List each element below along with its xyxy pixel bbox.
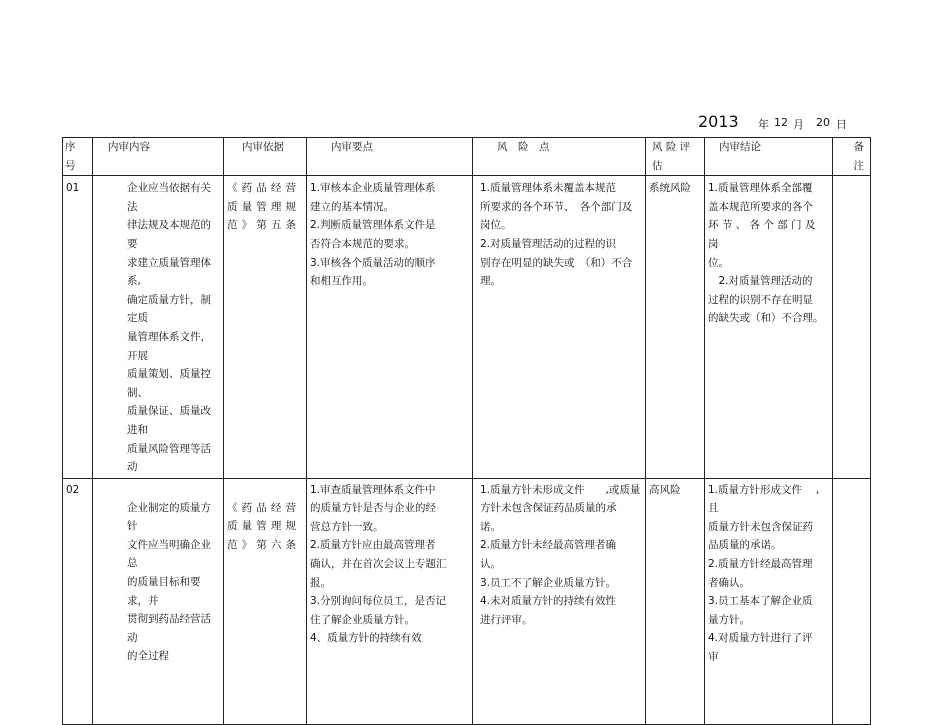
cell-risk [473,176,646,479]
cell-conclusion [705,176,833,479]
text-line: 企业制定的质量方针 [127,501,211,533]
header-points-label: 内审要点 [331,141,373,153]
assessment-text: 高风险 [649,483,681,496]
text-line: 贯彻到药品经营活动 [127,613,211,644]
header-points [307,138,473,176]
text-line: 过程的识别不存在明显 [708,293,813,306]
text-line: 质 量 管 理 规 [227,520,296,533]
header-risk-label: 风 险 点 [497,141,550,153]
text-line: 住了解企业质量方针。 [310,613,415,626]
text-line: 确认，并在首次会议上专题汇 [310,558,447,571]
text-line: 1.审查质量管理体系文件中 [310,483,436,496]
text-line: 1.审核本企业质量管理体系 [310,182,436,195]
cell-seq [63,478,93,724]
cell-basis [224,176,307,479]
points-text [307,176,472,292]
text-line: 4.未对质量方针的持续有效性 [480,595,617,608]
text-line: 律法规及本规范的要 [127,219,211,250]
text-line: 和相互作用。 [310,275,373,288]
header-basis [224,138,307,176]
cell-content [93,176,224,479]
header-seq-line1: 序 [65,141,76,153]
text-line: 2.质量方针经最高管理 [708,558,813,571]
text-line: 者确认。 [708,576,750,589]
text-line: 营总方针一致。 [310,520,384,533]
text-line: 1.质量方针未形成文件 ,或质量 [480,483,641,496]
cell-basis [224,478,307,724]
header-conclusion [705,138,833,176]
text-line: 3.员工基本了解企业质 [708,595,813,608]
cell-assessment [646,478,705,724]
date-year: 2013 [698,112,739,131]
text-line: 企业应当依据有关法 [127,182,211,213]
text-line: 品质量的承诺。 [708,539,782,552]
text-line: 环 节 、 各 个 部 门 及 岗 [708,219,816,250]
date-year-unit: 年 [758,118,769,131]
text-line: 质量风险管理等活动 [127,442,211,474]
text-line: 4.对质量方针进行了评 [708,632,813,645]
text-line: 1.质量管理体系未覆盖本规范 [480,182,617,195]
text-line: 报。 [310,576,331,589]
text-line: 别存在明显的缺失或 （和）不合 [480,256,633,269]
text-line: 确定质量方针，制定质 [127,293,211,325]
cell-points [307,176,473,479]
conclusion-text [705,176,832,329]
text-line: 3.审核各个质量活动的顺序 [310,256,436,269]
text-line: 4、质量方针的持续有效 [310,632,422,645]
text-line: 量管理体系文件，开展 [127,330,211,362]
header-remark [833,138,871,176]
text-line: 的全过程 [127,650,169,663]
text-line: 2.质量方针应由最高管理者 [310,539,436,552]
text-line: 认。 [480,558,501,571]
audit-date [0,112,950,134]
risk-text [473,176,645,292]
text-line: 求建立质量管理体系, [127,256,211,288]
remark-text [833,479,870,481]
header-risk [473,138,646,176]
text-line: 位。 [708,256,729,269]
text-line: 3.分别询问每位员工，是否记 [310,595,447,608]
cell-remark [833,176,871,479]
risk-text [473,479,645,631]
date-month: 12 [774,116,788,129]
text-line: 3.员工不了解企业质量方针。 [480,576,617,589]
text-line: 审 [708,651,719,664]
text-line: 进行评审。 [480,613,533,626]
text-line: 否符合本规范的要求。 [310,237,415,250]
header-assessment-line1: 风 险 评 [652,141,691,153]
assessment-text: 系统风险 [649,182,691,195]
text-line: 《 药 品 经 营 [227,182,296,195]
text-line: 理。 [480,275,501,288]
text-line: 量方针。 [708,613,750,626]
text-line: 岗位。 [480,219,512,232]
text-line: 文件应当明确企业总 [127,538,211,570]
date-day: 20 [816,116,830,129]
text-line: 2.对质量管理活动的过程的识 [480,237,617,250]
header-conclusion-label: 内审结论 [719,141,761,153]
points-text [307,479,472,649]
text-line: 诺。 [480,520,501,533]
conclusion-text [705,479,832,668]
text-line: 2.对质量管理活动的 [708,275,813,288]
text-line: 盖本规范所要求的各个 [708,200,813,213]
cell-remark [833,478,871,724]
basis-text [224,176,306,236]
seq-number: 01 [66,182,80,195]
text-line: 的缺失或（和）不合理。 [708,312,824,325]
header-content-label: 内审内容 [108,141,150,153]
header-seq-line2: 号 [65,159,76,172]
text-line: 建立的基本情况。 [310,200,394,213]
cell-content [93,478,224,724]
text-line: 质量方针未包含保证药 [708,520,813,533]
cell-points [307,478,473,724]
text-line: 方针未包含保证药品质量的承 [480,502,617,515]
header-seq [63,138,93,176]
text-line: 2.质量方针未经最高管理者确 [480,539,617,552]
text-line: 1.质量方针形成文件 ,且 [708,483,820,515]
header-assessment [646,138,705,176]
basis-text [224,479,306,556]
content-text [93,176,223,478]
header-assessment-line2: 估 [652,159,663,172]
table-row [63,176,871,479]
text-line: 2.判断质量管理体系文件是 [310,219,436,232]
text-line: 范》第六条 [227,538,296,551]
date-month-unit: 月 [793,118,804,131]
cell-conclusion [705,478,833,724]
header-remark-line1: 备 [853,141,864,153]
text-line: 所要求的各个环节、 各个部门及 [480,200,633,213]
header-basis-label: 内审依据 [242,141,284,153]
text-line: 《 药 品 经 营 [227,501,296,514]
cell-assessment [646,176,705,479]
text-line: 质量保证、质量改进和 [127,405,211,436]
text-line: 质 量 管 理 规 [227,200,296,213]
header-remark-line2: 注 [853,159,864,172]
text-line: 的质量方针是否与企业的经 [310,502,436,515]
text-line: 的质量目标和要求，并 [127,576,201,607]
date-day-unit: 日 [836,118,847,131]
table-row [63,478,871,724]
text-line: 1.质量管理体系全部覆 [708,182,813,195]
seq-number: 02 [66,483,80,496]
header-row [63,138,871,176]
header-content [93,138,224,176]
text-line: 质量策划、质量控制、 [127,368,211,399]
remark-text [833,176,870,178]
audit-table [62,137,871,725]
content-text [93,479,223,667]
cell-seq [63,176,93,479]
cell-risk [473,478,646,724]
text-line: 范》第五条 [227,219,296,232]
